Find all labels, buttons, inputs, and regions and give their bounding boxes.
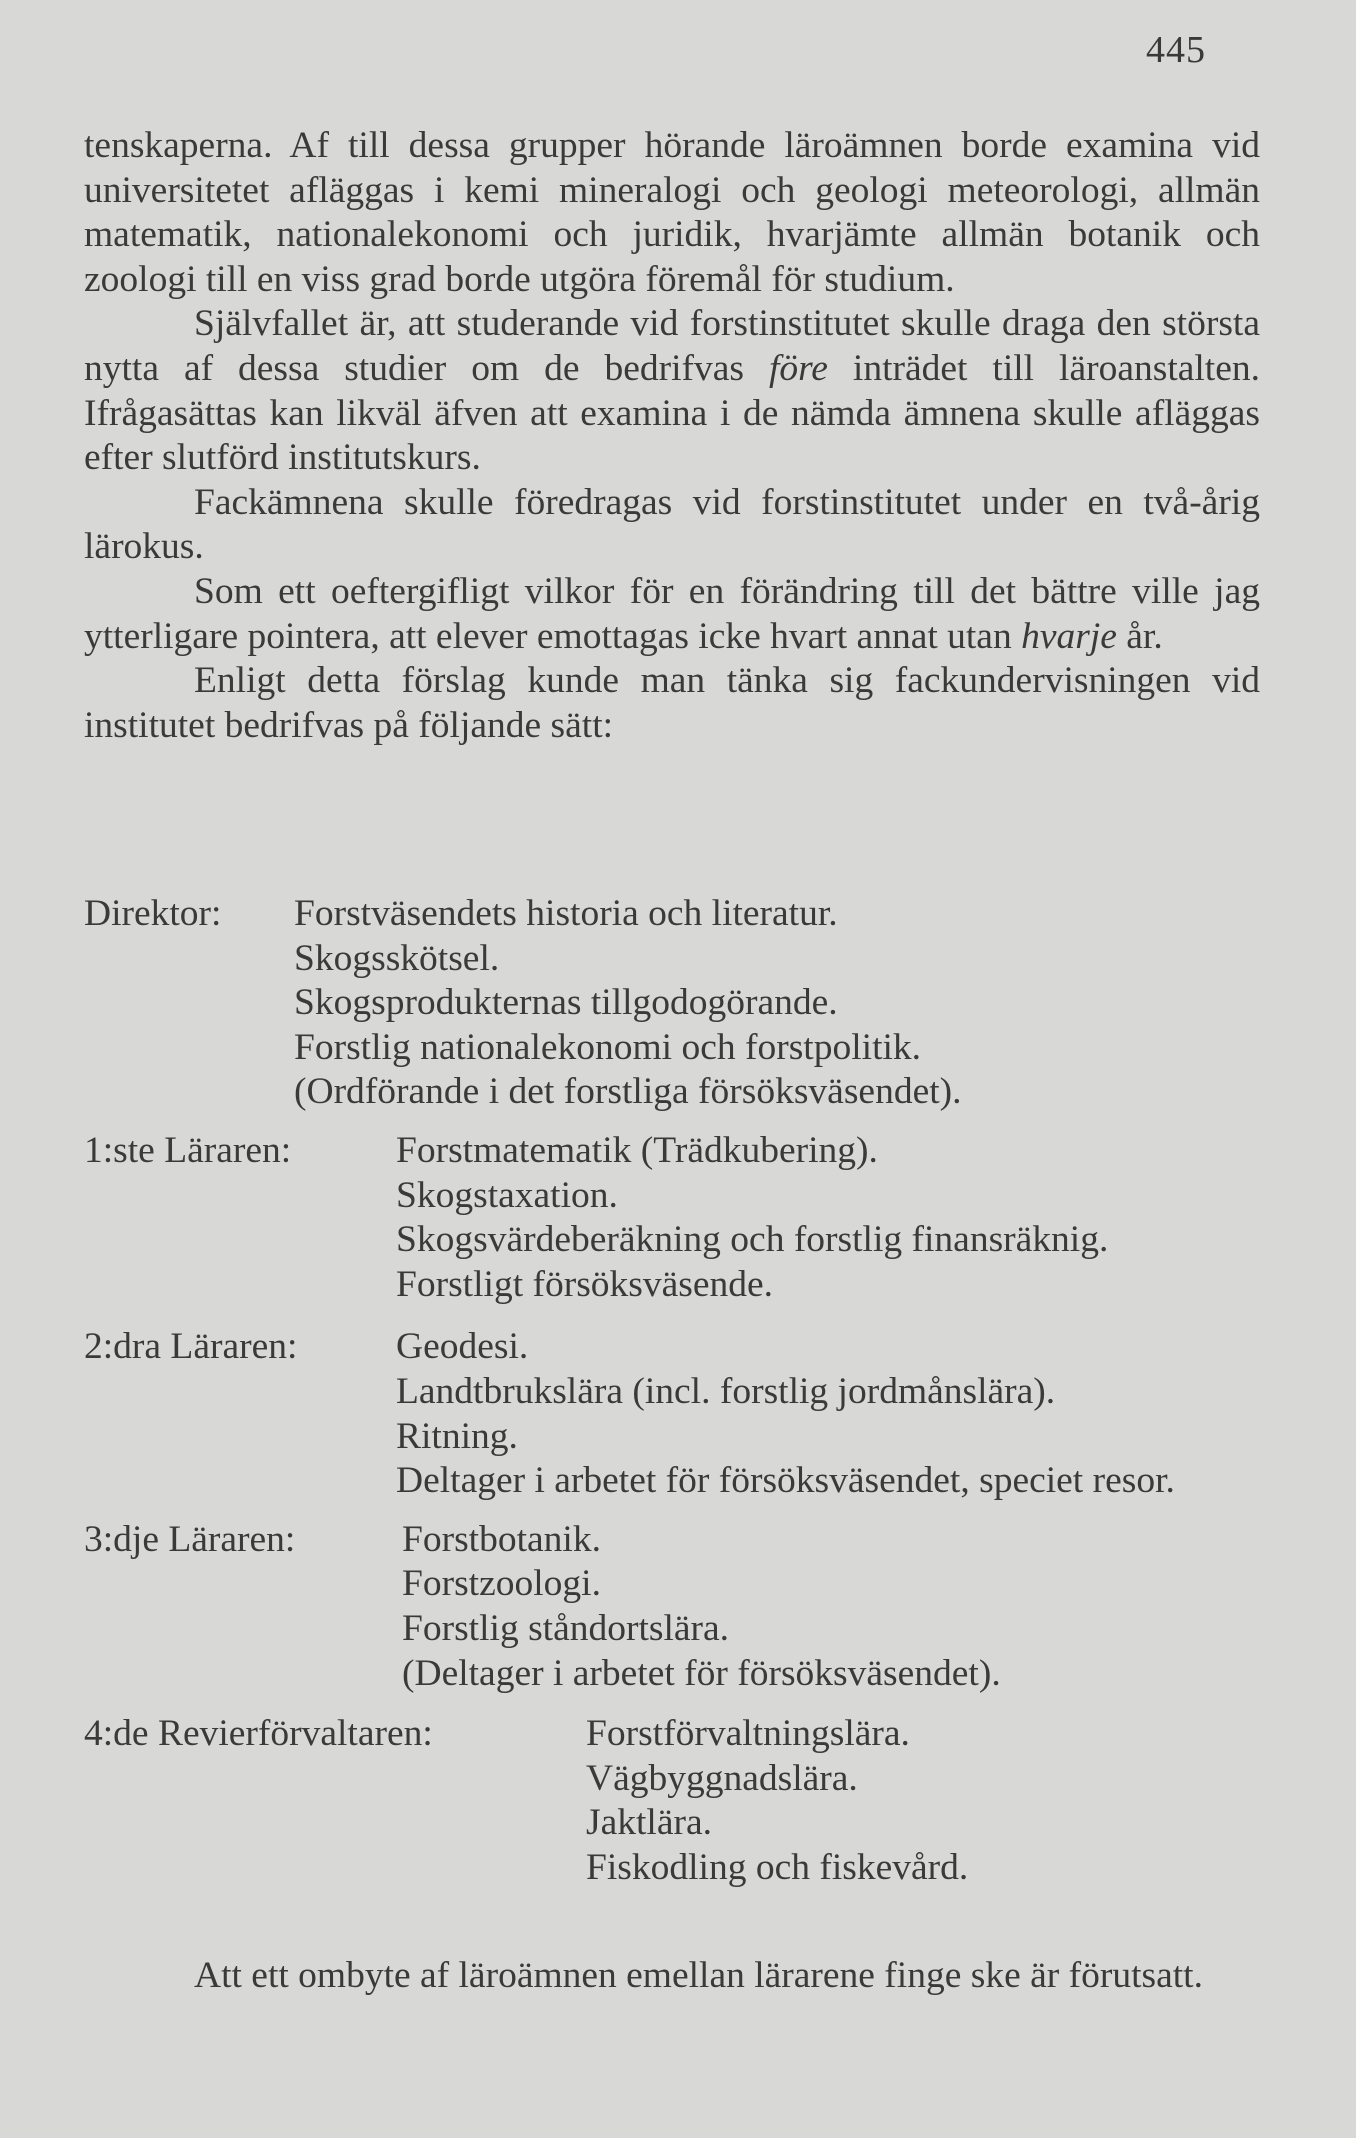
role-label: 1:ste Läraren: — [84, 1129, 292, 1171]
paragraph-5: Enligt detta förslag kunde man tänka sig fackundervisningen vid institutet bedrifvas på följande sätt: — [84, 660, 1260, 746]
body-text — [84, 124, 1260, 748]
subject-item: (Deltager i arbetet för försöksväsendet). — [402, 1652, 1001, 1694]
role-forsta-lararen — [84, 1129, 1274, 1307]
role-revierforvaltaren — [84, 1712, 1274, 1890]
subject-item: Skogstaxation. — [396, 1174, 618, 1216]
subject-list — [294, 892, 1274, 1115]
closing-text: Att ett ombyte af läroämnen emellan lärarene finge ske är förutsatt. — [194, 1955, 1203, 1996]
role-label: 3:dje Läraren: — [84, 1518, 296, 1560]
paragraph-2 — [84, 302, 1260, 480]
paragraph-2-text-a: Självfallet är, att studerande vid forstinstitutet skulle draga den största nytta af dessa studier om de bedrifvas — [84, 303, 1260, 389]
role-andra-lararen — [84, 1325, 1274, 1503]
subject-list — [586, 1712, 1274, 1890]
paragraph-4-text-a: Som ett oeftergifligt vilkor för en förändring till det bättre ville jag ytterligare pointera, att elever emottagas icke hvart annat utan — [84, 570, 1260, 657]
closing-paragraph — [84, 1954, 1260, 1999]
subject-item: Forstförvaltningslära. — [586, 1713, 910, 1755]
subject-item: Vägbyggnadslära. — [586, 1757, 858, 1799]
subject-item: (Ordförande i det forstliga försöksväsendet). — [294, 1071, 962, 1113]
subject-item: Fiskodling och fiskevård. — [586, 1846, 969, 1888]
teaching-roster — [84, 892, 1274, 1890]
subject-list — [396, 1129, 1274, 1307]
subject-item: Skogsvärdeberäkning och forstlig finansräknig. — [396, 1219, 1109, 1261]
subject-item: Forstmatematik (Trädkubering). — [396, 1129, 878, 1171]
page-number: 445 — [1146, 29, 1206, 71]
subject-item: Skogsskötsel. — [294, 937, 500, 979]
subject-item: Forstlig ståndortslära. — [402, 1607, 730, 1649]
paragraph-2-text-b: inträdet till läroanstalten. Ifrågasättas kan likväl äfven att examina i de nämda ämnena skulle afläggas efter slutförd institutskurs. — [84, 347, 1260, 479]
subject-item: Forstlig nationalekonomi och forstpolitik. — [294, 1026, 922, 1068]
role-direktor — [84, 892, 1274, 1115]
subject-list — [396, 1325, 1274, 1503]
role-tredje-lararen — [84, 1518, 1274, 1696]
subject-item: Geodesi. — [396, 1326, 529, 1368]
subject-item: Deltager i arbetet för försöksväsendet, speciet resor. — [396, 1460, 1175, 1502]
paragraph-4-emphasis: hvarje — [1021, 615, 1117, 657]
subject-item: Skogsprodukternas tillgodogörande. — [294, 982, 838, 1024]
role-label: 2:dra Läraren: — [84, 1326, 298, 1368]
subject-item: Forstväsendets historia och literatur. — [294, 893, 838, 934]
subject-item: Landtbrukslära (incl. forstlig jordmånslära). — [396, 1370, 1056, 1412]
paragraph-3: Fackämnena skulle föredragas vid forstinstitutet under en två-årig lärokus. — [84, 481, 1260, 568]
paragraph-2-emphasis: före — [768, 347, 828, 389]
role-label: 4:de Revierförvaltaren: — [84, 1713, 433, 1755]
paragraph-4-text-b: år. — [1116, 615, 1163, 657]
subject-item: Jaktlära. — [586, 1802, 712, 1844]
subject-item: Forstligt försöksväsende. — [396, 1263, 774, 1305]
paragraph-1: tenskaperna. Af till dessa grupper hörande läroämnen borde examina vid universitetet afläggas i kemi mineralogi och geologi meteorologi, allmän matematik, nationalekonomi och juridik, hvarjämte allmän botanik och zoologi till en viss grad borde utgöra föremål för studium. — [84, 125, 1260, 300]
subject-item: Ritning. — [396, 1415, 518, 1457]
subject-item: Forstbotanik. — [402, 1518, 601, 1560]
subject-item: Forstzoologi. — [402, 1563, 601, 1605]
role-label: Direktor: — [84, 893, 222, 934]
subject-list — [402, 1518, 1274, 1696]
paragraph-4 — [84, 570, 1260, 659]
